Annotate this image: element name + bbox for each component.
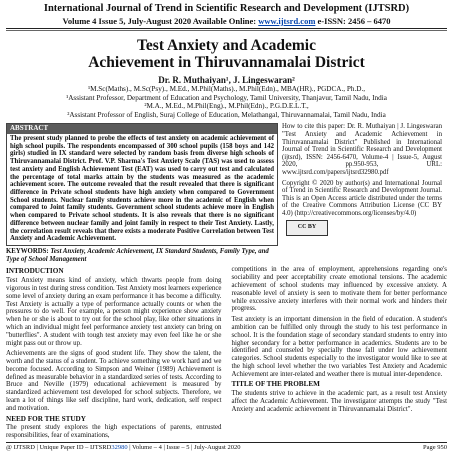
body-columns (6, 266, 447, 443)
authors: Dr. R. Muthaiyan¹, J. Lingeswaran² (158, 75, 295, 85)
affiliation-4: ²Assistant Professor of English, Suraj College of Education, Melathangal, Thiruvannamalai, Tamil Nadu, India (67, 110, 386, 119)
introduction-paragraph-1: Test Anxiety means kind of anxiety, which thwarts people from doing vigorous in test during stress condition. Test Anxiety most learners experience some level of anxiety during an exam performance it has become a difficulty. Test Anxiety is actually a type of performance actually counts or when the pressures to do well. For example, a person might experience show anxiety when he or she is about to try out for the school play, like other situations in which an individual might feel performance anxiety test anxiety can bring on "butterflies". A student with tough test anxiety may even feel like he or she might pass out or throw up. (6, 277, 222, 347)
citation-column (282, 123, 442, 263)
cc-by-license-icon[interactable]: CC BY (286, 220, 328, 236)
footer-page-number: Page 950 (422, 444, 447, 451)
need-paragraph: The present study explores the high expectations of parents, entrusted responsibilities, fear of examinations, (6, 424, 222, 440)
abstract-column (6, 123, 276, 263)
abstract-row (6, 123, 447, 263)
paper-title-line2: Achievement in Thiruvannamalai District (88, 54, 365, 71)
header-rule-thin (6, 30, 447, 31)
paper-title (0, 37, 453, 71)
journal-url-link[interactable]: www.ijtsrd.com (258, 16, 316, 26)
abstract-text: The present study planned to probe the effects of test anxiety on academic achievement of high school pupils. The respondents encompassed of 300 school pupils (158 boys and 142 girls) studied in IX standard were selected by random basis from diverse high schools of Thiruvannamalai District. Prof. V.P. Sharma's Test Anxiety Scale (TAS) was used to assess test anxiety and English Achievement Test (EAT) was used to carry out test and calculated the percentage of total marks attain by the students was measured as the academic achievement score. The outcome revealed that the result revealed that there is significant difference in Private school students have high anxiety when compared to Government School students. Nuclear family students achieve more in the academic of English when compared to Joint family students. Government school students achieve more in English when compared to Private school students. It is also reveals that there is no significant difference between nuclear family and joint family in respect to their Test Anxiety. Lastly, the correlation result reveals that there exists a moderate Positive Correlation between Test Anxiety and Academic Achievement. (10, 135, 274, 243)
body-column-left (6, 266, 222, 443)
journal-header (0, 0, 453, 26)
paper-title-line1: Test Anxiety and Academic (137, 37, 316, 54)
abstract-box (6, 123, 278, 246)
journal-issn: e-ISSN: 2456 – 6470 (315, 16, 391, 26)
abstract-heading: ABSTRACT (7, 124, 277, 134)
affiliation-2: ¹Assistant Professor, Department of Education and Psychology, Tamil University, Thanjavur, Tamil Nadu, India (66, 93, 387, 102)
keywords-text: Test Anxiety, Academic Achievement, IX Standard Students, Family Type, and Type of School Management (6, 247, 269, 263)
affiliation-1: ¹M.Sc(Maths)., M.Sc(Psy)., M.Ed., M.Phil(Maths)., M.Phil(Edn)., MBA(HR)., PGDCA., Ph.D., (87, 85, 366, 93)
keywords (6, 248, 276, 263)
citation-text: How to cite this paper: Dr. R. Muthaiyan | J. Lingeswaran "Test Anxiety and Academic Achievement in Thiruvannamalai District" Published in International Journal of Trend in Scientific Research and Development (ijtsrd), ISSN: 2456-6470, Volume-4 | Issue-5, August 2020, pp.950-953, URL: www.ijtsrd.com/papers/ijtsrd32980.pdf (282, 123, 442, 176)
affiliation-3: ²M.A., M.Ed., M.Phil(Eng)., M.Phil(Edn)., P.G.D.E.L.T., (144, 102, 309, 111)
journal-title: International Journal of Trend in Scientific Research and Development (IJTSRD) (43, 3, 410, 14)
section-heading-title-of-problem: TITLE OF THE PROBLEM (231, 380, 320, 389)
right-paragraph-1: competitions in the area of employment, apprehensions regarding one's sociability and peer acceptability create emotional tensions. The academic achievement of school students may influenced by excessive anxiety. A reasonable level of anxiety is seen to motivate them for better performance while excessive anxiety interferes with their normal work and hinders their progress. (231, 266, 447, 313)
page-footer (6, 442, 447, 451)
footer-volume: | Volume – 4 | Issue – 5 | July-August 2020 (127, 444, 241, 451)
journal-subtitle (0, 16, 453, 26)
copyright-text: Copyright © 2020 by author(s) and International Journal of Trend in Scientific Research and Development Journal. This is an Open Access article distributed under the terms of the Creative Commons Attribution License (CC BY 4.0) (http://creativecommons.org/licenses/by/4.0) (282, 179, 442, 217)
keywords-label: KEYWORDS: (6, 247, 49, 255)
footer-left (6, 444, 240, 451)
journal-volume: Volume 4 Issue 5, July-August 2020 Available Online: (62, 16, 259, 26)
footer-paper-label: @ IJTSRD | Unique Paper ID – IJTSRD (6, 444, 112, 451)
right-paragraph-2: Test anxiety is an important dimension in the field of education. A student's ambition can be fulfilled only through the study to his test performance in school. It is the foundation stage of secondary standard students to entry into higher secondary for a better performance in academics. Students are to be identified and counseled by specially those fall under low achievement categories. School students especially to the investigator would like to see at the high school level whether the two variables Test Anxiety and Academic Achievement are inter-related and weather there is mutual inter-dependence. (231, 316, 447, 378)
section-heading-need: NEED FOR THE STUDY (6, 414, 86, 423)
header-rule (6, 28, 447, 29)
introduction-paragraph-2: Achievements are the signs of good student life. They show the talent, the worth and the status of a student. To achieve something we work hard and we become focused. According to Simpson and Weiner (1989) Achievement is defined as measurable behavior in a standardized series of tests. According to Bruce and Neville (1979) educational achievement is measured by standardized achievement test developed for school subjects. Therefore, we learn a lot of things like self discipline, hard work, dedication, self respect and motivation. (6, 350, 222, 412)
section-heading-introduction: INTRODUCTION (6, 267, 64, 276)
right-paragraph-3: The students strive to achieve in the academic part, as a result test Anxiety affect the Academic Achievement. The investigator attempts the study "Test Anxiety and academic achievement in Thiruvannamalai District". (231, 390, 447, 413)
copyright-block (282, 177, 442, 218)
body-column-right (232, 266, 448, 443)
footer-paper-id-link[interactable]: 32980 (111, 444, 128, 451)
